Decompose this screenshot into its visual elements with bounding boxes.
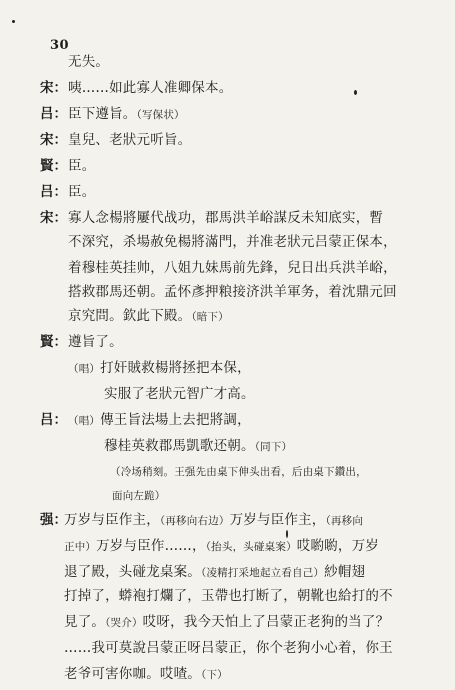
dialogue-text: 遵旨了。 (68, 334, 123, 350)
dialogue-text: 紗帽翅 (324, 564, 366, 580)
text-line (112, 488, 166, 504)
speaker-label: 强： (40, 512, 67, 528)
text-line (68, 260, 397, 276)
text-line (64, 538, 379, 555)
text-line (68, 412, 251, 429)
text-line (68, 360, 251, 377)
speaker-label: 吕： (40, 106, 67, 122)
dialogue-text: 万岁与臣作主， (229, 512, 326, 528)
stage-direction: （再移向右边） (159, 515, 230, 527)
text-line (104, 386, 255, 402)
ink-speck (354, 90, 357, 95)
stage-direction: （暗下） (191, 311, 229, 323)
dialogue-text: 万岁与臣作……， (96, 538, 206, 554)
dialogue-text: 咦……如此寡人准卿保本。 (68, 80, 233, 96)
speaker-label: 賢： (40, 158, 67, 174)
stage-direction: 面向左跪） (112, 490, 166, 502)
stage-direction: （冷场稍刻。王强先由桌下伸头出看，后由桌下鑽出， (110, 466, 367, 478)
dialogue-text: 京究問。欽此下殿。 (68, 308, 192, 324)
text-line (104, 438, 292, 455)
text-line (64, 564, 365, 581)
stage-direction: （哭介） (105, 617, 143, 629)
speaker-label: 宋： (40, 210, 67, 226)
stage-direction: （抬头，头碰桌案） (205, 541, 297, 553)
text-line (68, 284, 397, 300)
text-line (68, 210, 383, 226)
ink-speck (12, 20, 15, 23)
dialogue-text: 哎呀，我今天怕上了吕蒙正老狗的当了？ (142, 614, 390, 630)
text-line (68, 184, 95, 200)
ink-speck (286, 530, 288, 538)
stage-direction: （唱） (68, 363, 101, 375)
dialogue-text: 穆桂英救郡馬凱歌还朝。 (104, 438, 255, 454)
dialogue-text: 万岁与臣作主， (64, 512, 160, 528)
text-line (64, 614, 389, 631)
stage-direction: （同下） (254, 441, 293, 453)
dialogue-text: 老爷可害你咖。哎喳。 (64, 666, 201, 682)
dialogue-text: 傳王旨法場上去把將調， (100, 412, 251, 428)
text-line (68, 234, 397, 250)
stage-direction: 正中） (64, 541, 97, 553)
dialogue-text: ……我可莫說吕蒙正呀吕蒙正，你个老狗小心着，你王 (64, 640, 393, 656)
speaker-label: 吕： (40, 184, 67, 200)
dialogue-text: 无失。 (68, 54, 110, 70)
dialogue-text: 寡人念楊將屢代战功，郡馬洪羊峪謀反未知底实，暫 (68, 210, 384, 226)
text-line (68, 334, 123, 350)
text-line (64, 666, 228, 683)
dialogue-text: 打奸賊救楊將拯把本保， (100, 360, 251, 376)
dialogue-text: 臣。 (68, 184, 96, 200)
stage-direction: （写保状） (136, 109, 185, 121)
stage-direction: （凌精打采地起立看自己） (201, 567, 325, 579)
text-line (68, 80, 232, 96)
dialogue-text: 着穆桂英挂帅，八姐九妹馬前先鋒，兒日出兵洪羊峪， (68, 260, 397, 276)
speaker-label: 宋： (40, 132, 67, 148)
dialogue-text: 臣。 (68, 158, 96, 174)
dialogue-text: 搭救郡馬还朝。孟怀彥押粮接济洪羊軍务，着沈鼎元回 (68, 284, 397, 300)
stage-direction: （下） (201, 669, 228, 681)
dialogue-text: 不深究，杀場赦免楊將滿門，并准老狀元吕蒙正保本， (68, 234, 397, 250)
text-line (64, 588, 393, 604)
text-line (68, 308, 229, 325)
dialogue-text: 皇兒、老狀元听旨。 (68, 132, 192, 148)
dialogue-text: 臣下遵旨。 (68, 106, 137, 122)
dialogue-text: 打掉了，蟒袍打爛了，玉帶也打断了，朝靴也給打的不 (64, 588, 393, 604)
stage-direction: （唱） (68, 415, 101, 427)
dialogue-text: 退了殿，头碰龙桌案。 (64, 564, 201, 580)
dialogue-text: 哎喲喲，万岁 (296, 538, 379, 554)
text-line (68, 54, 109, 70)
text-line (64, 640, 393, 656)
stage-direction: （再移向 (325, 515, 364, 527)
speaker-label: 宋： (40, 80, 67, 96)
speaker-label: 吕： (40, 412, 67, 428)
dialogue-text: 实服了老狀元智广才高。 (104, 386, 255, 402)
dialogue-text: 見了。 (64, 614, 106, 630)
text-line (110, 464, 367, 480)
text-line (68, 158, 95, 174)
text-line (68, 106, 185, 123)
speaker-label: 賢： (40, 334, 67, 350)
text-line (64, 512, 363, 529)
page-number: 30 (50, 38, 70, 53)
text-line (68, 132, 191, 148)
